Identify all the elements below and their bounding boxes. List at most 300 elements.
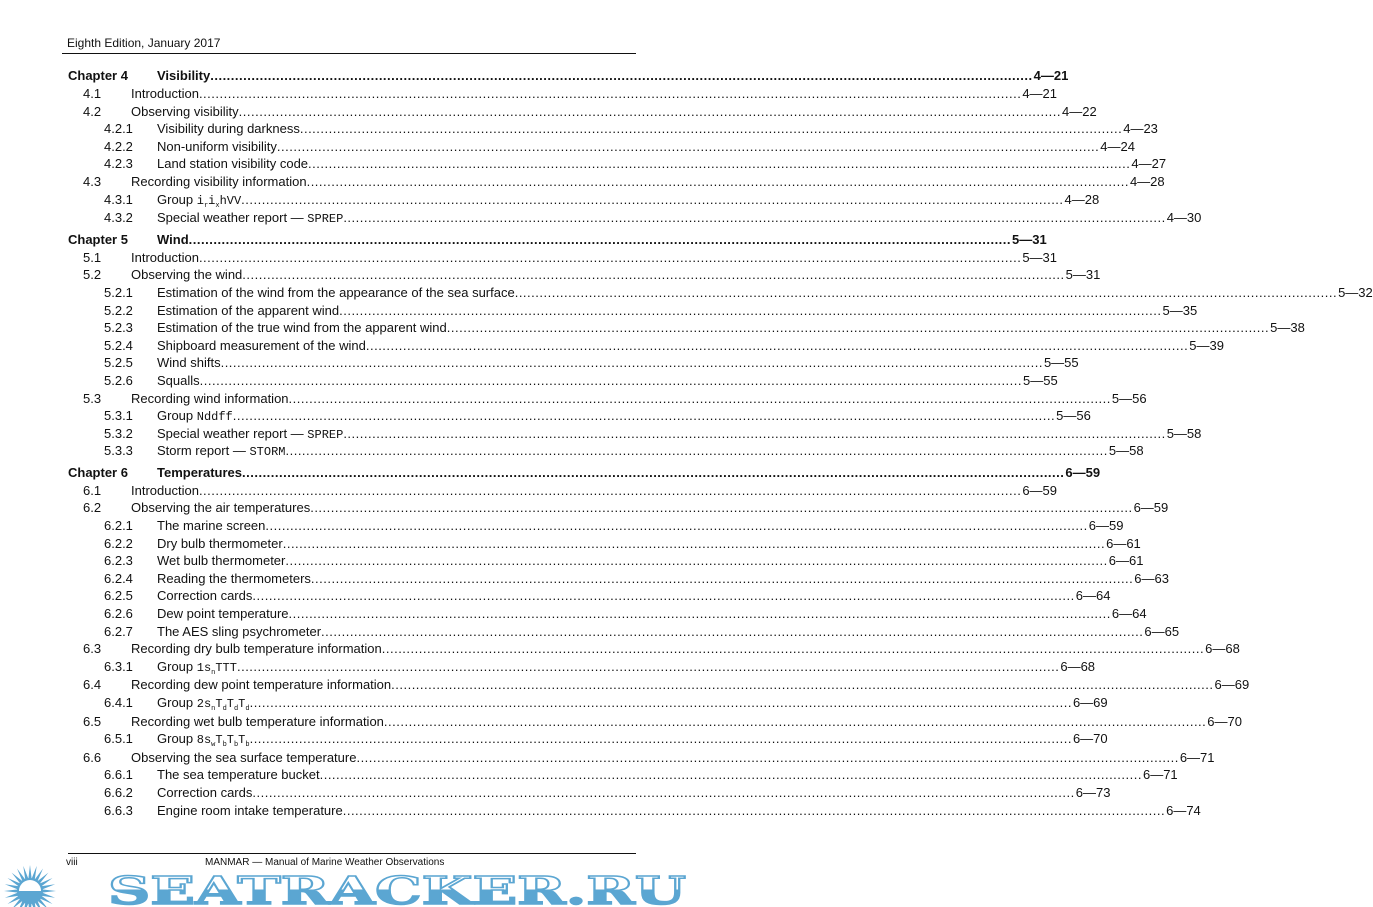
toc-entry-title: [157, 766, 320, 784]
toc-entry-row[interactable]: [0, 482, 1058, 500]
toc-entry-title: [157, 284, 515, 302]
toc-entry-number: 6.4.1: [104, 695, 133, 710]
toc-entry-row[interactable]: [0, 354, 1079, 372]
toc-entry-row[interactable]: [0, 155, 1167, 173]
toc-entry-title-line: [157, 464, 1101, 482]
code-subscript: d: [233, 705, 239, 713]
toc-entry-title-text: Group: [157, 408, 197, 424]
toc-entry-number: 5.2.1: [104, 284, 133, 300]
toc-entry-title-line: [157, 155, 1167, 173]
toc-entry-row[interactable]: [0, 713, 1242, 731]
code-group: [197, 697, 250, 711]
toc-page-number: 4—27: [1131, 156, 1167, 172]
code-part: 1s: [196, 660, 212, 675]
toc-entry-title-line: [131, 103, 1097, 121]
code-group: [249, 445, 285, 459]
toc-entry-title-text: Dry bulb thermometer: [157, 535, 283, 551]
dot-leader: ........................................................................................................................................................................................................: [249, 731, 1072, 747]
toc-entry-title-text: Recording dry bulb temperature information: [131, 641, 382, 657]
seatracker-watermark: [0, 868, 695, 907]
toc-entry-title-text: Dew point temperature: [157, 606, 289, 622]
toc-page-number: 4—21: [1022, 86, 1058, 101]
toc-page-number: 5—58: [1166, 425, 1202, 441]
toc-page-number: 6—64: [1075, 588, 1111, 604]
dot-leader: ........................................................................................................................................................................................................: [252, 784, 1075, 800]
toc-entry-number: 5.3: [83, 390, 102, 406]
code-group: [196, 733, 250, 750]
toc-entry-title-text: Estimation of the apparent wind: [157, 302, 340, 318]
toc-entry-title-text: Shipboard measurement of the wind: [157, 337, 366, 353]
toc-entry-row[interactable]: [0, 407, 1091, 425]
dot-leader: ........................................................................................................................................................................................................: [356, 749, 1179, 765]
dot-leader: ........................................................................................................................................................................................................: [391, 677, 1214, 693]
dot-leader: ........................................................................................................................................................................................................: [343, 210, 1166, 226]
toc-entry-title-line: [131, 499, 1169, 517]
toc-entry-row[interactable]: [0, 730, 1108, 750]
toc-entry-title-line: [157, 517, 1124, 535]
toc-entry-row[interactable]: [0, 302, 1198, 320]
toc-page-number: 6—71: [1142, 767, 1178, 783]
toc-entry-title: [157, 319, 447, 337]
toc-entry-title-text: The AES sling psychrometer: [157, 623, 322, 639]
code-subscript: w: [211, 741, 216, 750]
toc-entry-row[interactable]: [0, 694, 1108, 713]
toc-entry-title-line: [157, 570, 1169, 588]
code-part: T: [238, 697, 246, 711]
toc-entry-title-text: Group: [157, 658, 197, 674]
code-part: T: [226, 697, 234, 711]
toc-entry-title: [157, 442, 285, 462]
toc-entry-number: Chapter 4: [68, 68, 128, 83]
footer-title-rest: — Manual of Marine Weather Observations: [249, 857, 445, 868]
toc-entry-title-line: [157, 67, 1069, 85]
watermark-text: SEATRACKER.RU: [108, 868, 686, 907]
toc-page-number: 6—61: [1108, 553, 1144, 569]
toc-entry-number: 6.6: [83, 749, 102, 765]
toc-page-number: 4—21: [1033, 68, 1069, 83]
code-part: 2s: [196, 697, 212, 711]
dot-leader: ........................................................................................................................................................................................................: [198, 482, 1022, 498]
code-part: T: [238, 733, 246, 748]
code-part: i: [196, 193, 204, 208]
toc-page-number: 4—28: [1064, 191, 1100, 207]
toc-page-number: 5—32: [1338, 284, 1373, 300]
toc-entry-title: [157, 570, 311, 588]
toc-entry-row[interactable]: [0, 587, 1111, 605]
toc-entry-number: 5.3.2: [104, 425, 133, 441]
toc-entry-title-line: [157, 319, 1305, 337]
code-subscript: x: [215, 201, 220, 210]
toc-entry-title-text: Group: [157, 731, 197, 747]
code-subscript: n: [211, 668, 216, 677]
toc-entry-row[interactable]: [0, 103, 1097, 121]
toc-entry-row[interactable]: [0, 173, 1165, 191]
toc-entry-title: [131, 173, 307, 191]
toc-entry-title: [131, 499, 310, 517]
toc-entry-title: [157, 535, 283, 553]
code-subscript: d: [245, 705, 250, 713]
toc-page-number: 6—70: [1072, 731, 1108, 747]
dot-leader: ........................................................................................................................................................................................................: [188, 231, 1012, 247]
toc-entry-row[interactable]: [0, 499, 1169, 517]
toc-entry-number: 4.3: [83, 173, 102, 189]
toc-page-number: 5—55: [1023, 372, 1058, 388]
sun-ray: [31, 866, 36, 880]
toc-entry-title: [157, 67, 210, 85]
toc-entry-title-text: Engine room intake temperature: [157, 802, 343, 818]
toc-entry-number: 6.6.2: [104, 784, 133, 800]
toc-entry-title-text: Visibility: [157, 68, 211, 83]
sun-ray: [5, 884, 19, 889]
code-subscript: b: [222, 741, 227, 750]
dot-leader: ........................................................................................................................................................................................................: [265, 518, 1088, 534]
code-part: Nddff: [196, 410, 233, 425]
toc-page-number: 4—30: [1166, 210, 1202, 226]
code-subscript: n: [211, 705, 216, 713]
toc-entry-title: [157, 802, 343, 820]
toc-entry-row[interactable]: [0, 658, 1096, 677]
toc-entry-number: 5.2.6: [104, 372, 133, 388]
toc-entry-row[interactable]: [0, 319, 1305, 337]
dot-leader: ........................................................................................................................................................................................................: [319, 767, 1142, 783]
toc-entry-number: 5.2.5: [104, 355, 133, 371]
toc-entry-title-text: Introduction: [131, 482, 199, 498]
toc-entry-number: 5.2.2: [104, 302, 133, 318]
toc-entry-title-text: Group: [157, 695, 197, 710]
toc-entry-title-text: Temperatures: [157, 464, 243, 480]
toc-entry-title-text: The marine screen: [157, 518, 266, 534]
code-group: [307, 428, 343, 442]
toc-entry-number: 6.2.3: [104, 553, 133, 569]
toc-entry-title-line: [157, 552, 1144, 570]
toc-entry-title-text: Recording dew point temperature information: [131, 677, 392, 693]
dot-leader: ........................................................................................................................................................................................................: [514, 284, 1338, 300]
footer-title-short: MANMAR: [205, 857, 250, 868]
toc-entry-title-text: The sea temperature bucket: [157, 767, 320, 783]
footer-page-number: viii: [66, 857, 78, 868]
dot-leader: ........................................................................................................................................................................................................: [306, 173, 1129, 189]
toc-entry-title: [157, 623, 321, 641]
toc-page-number: 6—74: [1166, 802, 1201, 818]
toc-entry-title-line: [157, 284, 1373, 302]
toc-entry-number: 5.3.1: [104, 408, 133, 424]
code-subscript: b: [245, 741, 250, 750]
toc-entry-row[interactable]: [0, 784, 1111, 802]
toc-entry-row[interactable]: [0, 85, 1058, 103]
toc-entry-title-line: [131, 173, 1165, 191]
dot-leader: ........................................................................................................................................................................................................: [242, 464, 1065, 480]
toc-entry-title: [157, 517, 265, 535]
toc-entry-title-text: Wind: [157, 231, 189, 247]
toc-entry-number: 5.3.3: [104, 443, 133, 459]
dot-leader: ........................................................................................................................................................................................................: [199, 372, 1023, 388]
toc-page-number: 6—59: [1022, 482, 1058, 498]
toc-entry-title: [157, 209, 343, 229]
toc-entry-title: [157, 138, 277, 156]
toc-entry-title-text: Recording wet bulb temperature information: [131, 713, 384, 729]
footer-rule: [68, 853, 636, 854]
toc-page-number: 6—68: [1060, 658, 1096, 674]
toc-page-number: 6—69: [1214, 677, 1250, 693]
toc-entry-number: 6.2.6: [104, 606, 133, 622]
dot-leader: ........................................................................................................................................................................................................: [252, 588, 1075, 604]
sun-ray: [5, 892, 19, 897]
toc-entry-row[interactable]: [0, 552, 1144, 570]
dot-leader: ........................................................................................................................................................................................................: [210, 68, 1033, 83]
dot-leader: ........................................................................................................................................................................................................: [342, 802, 1166, 818]
toc-entry-title-line: [131, 749, 1215, 767]
dot-leader: ........................................................................................................................................................................................................: [365, 337, 1189, 353]
toc-chapter-row[interactable]: [0, 464, 1101, 482]
dot-leader: ........................................................................................................................................................................................................: [383, 713, 1207, 729]
toc-entry-title: [157, 552, 285, 570]
toc-entry-row[interactable]: [0, 390, 1147, 408]
sun-ray: [28, 865, 31, 879]
toc-entry-title-text: Wet bulb thermometer: [157, 553, 286, 569]
toc-page-number: 6—59: [1065, 464, 1101, 480]
toc-entry-title-text: Squalls: [157, 372, 200, 388]
dot-leader: ........................................................................................................................................................................................................: [339, 302, 1162, 318]
toc-entry-title-line: [157, 120, 1158, 138]
toc-page-number: 4—23: [1123, 121, 1158, 137]
toc-entry-row[interactable]: [0, 676, 1250, 694]
toc-entry-row[interactable]: [0, 517, 1124, 535]
toc-entry-title-line: [157, 337, 1224, 355]
code-part: T: [215, 733, 223, 748]
toc-entry-number: 6.3: [83, 641, 102, 657]
toc-page-number: 5—56: [1056, 408, 1091, 424]
toc-entry-title-text: Storm report —: [157, 443, 250, 459]
code-part: T: [226, 733, 234, 748]
toc-entry-row[interactable]: [0, 605, 1147, 623]
toc-entry-title-text: Observing visibility: [131, 103, 239, 119]
running-header: Eighth Edition, January 2017: [67, 36, 221, 50]
toc-page-number: 6—61: [1106, 535, 1141, 551]
toc-entry-title-text: Observing the sea surface temperature: [131, 749, 357, 765]
toc-entry-title-line: [157, 605, 1147, 623]
toc-page-number: 5—39: [1189, 337, 1224, 353]
code-part: SPREP: [307, 427, 344, 442]
code-part: hVV: [219, 193, 242, 208]
toc-entry-row[interactable]: [0, 640, 1240, 658]
toc-page-number: 6—64: [1111, 606, 1147, 622]
toc-entry-row[interactable]: [0, 191, 1100, 210]
toc-entry-row[interactable]: [0, 570, 1169, 588]
toc-entry-number: 6.1: [83, 482, 102, 498]
dot-leader: ........................................................................................................................................................................................................: [241, 191, 1064, 207]
toc-entry-row[interactable]: [0, 535, 1141, 553]
toc-entry-title: [157, 231, 189, 249]
toc-entry-title-line: [157, 587, 1111, 605]
code-part: i: [208, 193, 216, 208]
dot-leader: ........................................................................................................................................................................................................: [198, 86, 1022, 101]
toc-entry-row[interactable]: [0, 138, 1135, 156]
dot-leader: ........................................................................................................................................................................................................: [285, 553, 1108, 569]
code-group: [197, 194, 241, 208]
sun-ray: [4, 889, 18, 892]
toc-entry-number: 5.2.3: [104, 320, 133, 336]
code-subscript: d: [222, 705, 227, 713]
toc-entry-title-text: Recording wind information: [131, 390, 289, 406]
toc-page-number: 6—63: [1134, 570, 1169, 586]
toc-entry-title: [131, 482, 199, 500]
toc-page-number: 4—22: [1062, 103, 1097, 119]
toc-entry-number: 6.3.1: [104, 658, 133, 674]
toc-entry-row[interactable]: [0, 249, 1058, 267]
toc-entry-title-line: [157, 766, 1178, 784]
toc-entry-number: 4.3.2: [104, 210, 133, 226]
toc-entry-title-line: [157, 231, 1047, 249]
dot-leader: ........................................................................................................................................................................................................: [446, 320, 1270, 336]
toc-entry-row[interactable]: [0, 623, 1180, 641]
toc-entry-title-line: [157, 138, 1135, 156]
toc-chapter-row[interactable]: [0, 231, 1047, 249]
toc-page-number: 6—65: [1144, 623, 1180, 639]
toc-entry-title: [157, 302, 339, 320]
toc-entry-number: 6.2.4: [104, 570, 133, 586]
toc-entry-number: 6.5: [83, 713, 102, 729]
toc-entry-number: 4.2.2: [104, 138, 133, 154]
dot-leader: ........................................................................................................................................................................................................: [321, 623, 1144, 639]
toc-entry-row[interactable]: [0, 266, 1101, 284]
toc-entry-number: 4.1: [83, 86, 102, 101]
toc-entry-number: 6.2.2: [104, 535, 133, 551]
toc-entry-number: 5.1: [83, 249, 102, 265]
toc-entry-title: [131, 676, 391, 694]
toc-entry-title: [131, 85, 199, 103]
toc-chapter-row[interactable]: [0, 67, 1069, 85]
toc-entry-row[interactable]: [0, 209, 1202, 227]
toc-entry-title-line: [131, 85, 1058, 103]
code-group: [197, 661, 237, 675]
toc-entry-title-line: [157, 354, 1079, 372]
toc-entry-title-text: Group: [157, 191, 197, 207]
toc-entry-title: [157, 464, 242, 482]
toc-entry-number: 4.3.1: [104, 191, 133, 207]
dot-leader: ........................................................................................................................................................................................................: [238, 103, 1062, 119]
toc-page-number: 5—55: [1043, 355, 1079, 371]
toc-entry-row[interactable]: [0, 120, 1158, 138]
toc-page-number: 6—73: [1075, 784, 1111, 800]
toc-entry-number: 6.6.1: [104, 767, 133, 783]
toc-entry-title: [157, 605, 289, 623]
code-group: [197, 410, 233, 424]
toc-entry-number: 6.2: [83, 500, 102, 516]
toc-entry-title-text: Recording visibility information: [131, 173, 307, 189]
toc-entry-title: [131, 713, 384, 731]
toc-page-number: 5—38: [1270, 320, 1305, 336]
toc-entry-number: Chapter 6: [68, 464, 128, 480]
dot-leader: ........................................................................................................................................................................................................: [310, 570, 1134, 586]
toc-entry-number: 5.2.4: [104, 337, 133, 353]
header-rule: [62, 53, 636, 54]
dot-leader: ........................................................................................................................................................................................................: [285, 443, 1108, 459]
toc-entry-title-text: Visibility during darkness: [157, 121, 300, 137]
sun-ray: [41, 892, 55, 897]
toc-page-number: 6—71: [1179, 749, 1215, 765]
code-subscript: b: [233, 741, 239, 750]
toc-entry-title-text: Land station visibility code: [157, 156, 309, 172]
toc-page-number: 4—24: [1100, 138, 1135, 154]
footer-title: [205, 857, 444, 868]
dot-leader: ........................................................................................................................................................................................................: [242, 267, 1065, 283]
dot-leader: ........................................................................................................................................................................................................: [343, 425, 1166, 441]
toc-entry-title-text: Correction cards: [157, 588, 253, 604]
toc-entry-title-line: [157, 209, 1202, 229]
toc-page-number: 5—31: [1012, 231, 1047, 247]
sun-icon: [4, 865, 56, 907]
dot-leader: ........................................................................................................................................................................................................: [310, 500, 1133, 516]
toc-page-number: 6—68: [1205, 641, 1240, 657]
toc-entry-title: [131, 266, 242, 284]
toc-entry-title-text: Special weather report —: [157, 425, 308, 441]
sun-ray: [23, 866, 28, 880]
toc-entry-row[interactable]: [0, 425, 1202, 443]
toc-entry-number: 5.2: [83, 267, 102, 283]
toc-entry-title-line: [157, 623, 1180, 641]
toc-entry-title-line: [157, 802, 1201, 820]
toc-entry-title: [131, 103, 239, 121]
dot-leader: ........................................................................................................................................................................................................: [232, 408, 1056, 424]
toc-entry-title: [131, 749, 356, 767]
toc-entry-row[interactable]: [0, 337, 1224, 355]
toc-entry-row[interactable]: [0, 766, 1178, 784]
toc-entry-title-line: [131, 713, 1242, 731]
toc-page-number: 6—70: [1207, 713, 1242, 729]
toc-page-number: 5—31: [1065, 267, 1101, 283]
toc-entry-row[interactable]: [0, 442, 1144, 460]
toc-entry-number: 6.5.1: [104, 731, 133, 747]
sun-ray: [41, 884, 55, 889]
toc-entry-row[interactable]: [0, 802, 1201, 820]
code-part: SPREP: [307, 212, 344, 227]
toc-page-number: 5—56: [1111, 390, 1147, 406]
toc-entry-row[interactable]: [0, 372, 1058, 390]
toc-entry-title-text: Wind shifts: [157, 355, 221, 371]
toc-entry-title-text: Observing the air temperatures: [131, 500, 311, 516]
toc-entry-title-line: [157, 442, 1144, 462]
toc-entry-title-line: [157, 302, 1198, 320]
toc-entry-title: [157, 155, 308, 173]
toc-entry-title-text: Introduction: [131, 86, 199, 101]
toc-entry-title: [157, 354, 221, 372]
toc-entry-title: [157, 372, 200, 390]
dot-leader: ........................................................................................................................................................................................................: [276, 138, 1100, 154]
toc-entry-title: [131, 640, 382, 658]
toc-page-number: 6—59: [1088, 518, 1124, 534]
toc-entry-title-line: [157, 372, 1058, 390]
toc-entry-title-text: Non-uniform visibility: [157, 138, 277, 154]
toc-entry-title-text: Observing the wind: [131, 267, 243, 283]
toc-entry-title: [157, 784, 252, 802]
toc-entry-number: Chapter 5: [68, 231, 128, 247]
dot-leader: ........................................................................................................................................................................................................: [198, 249, 1022, 265]
toc-entry-row[interactable]: [0, 284, 1373, 302]
dot-leader: ........................................................................................................................................................................................................: [249, 695, 1072, 710]
toc-entry-row[interactable]: [0, 749, 1215, 767]
dot-leader: ........................................................................................................................................................................................................: [236, 658, 1060, 674]
toc-entry-title-line: [131, 266, 1101, 284]
toc-entry-title-line: [131, 640, 1240, 658]
toc-entry-number: 6.2.7: [104, 623, 133, 639]
toc-entry-title-text: Correction cards: [157, 784, 253, 800]
dot-leader: ........................................................................................................................................................................................................: [288, 606, 1111, 622]
code-group: [307, 212, 343, 226]
toc-entry-title: [157, 120, 300, 138]
toc-page-number: 4—28: [1129, 173, 1165, 189]
toc-entry-number: 4.2: [83, 103, 102, 119]
dot-leader: ........................................................................................................................................................................................................: [220, 355, 1043, 371]
